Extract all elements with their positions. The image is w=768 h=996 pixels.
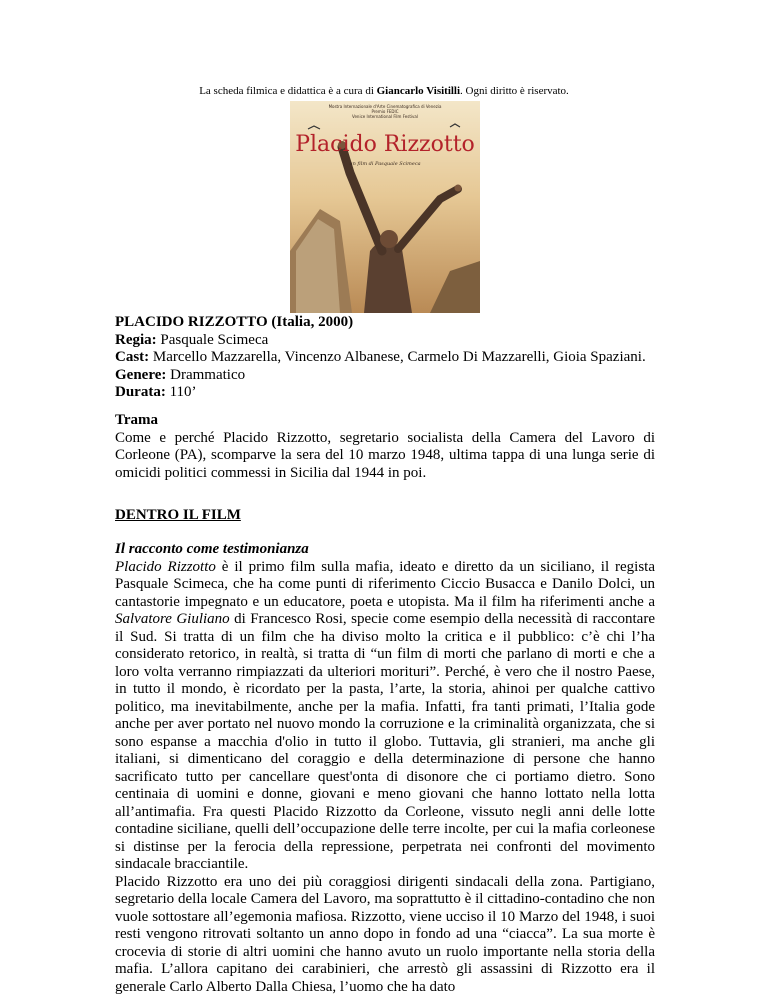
durata-value: 110’ (166, 384, 197, 400)
credit-author: Giancarlo Visitilli (377, 85, 460, 97)
regia-label: Regia: (115, 332, 157, 348)
subheading: Il racconto come testimonianza (115, 541, 655, 559)
dentro-heading (115, 507, 655, 525)
paragraph-2: Placido Rizzotto era uno dei più coraggiosi dirigenti sindacali della zona. Partigiano, segretario della locale Camera del Lavoro, ma soprattutto è il cittadino-contadino che non vuole sottostare all’egemonia mafiosa. Rizzotto, viene ucciso il 10 Marzo del 1948, i suoi resti vengono ritrovati soltanto un anno dopo in fondo ad una “ciacca”. La sua morte è crocevia di storie di altri uomini che hanno avuto un ruolo importante nella storia della mafia. L’allora capitano dei carabinieri, che arrestò gli assassini di Rizzotto era il generale Carlo Alberto Dalla Chiesa, l’uomo che ha dato (115, 874, 655, 996)
paragraph-text: di Francesco Rosi, specie come esempio della necessità di raccontare il Sud. Si tratta di un film che ha diviso molto la critica e il pubblico: c’è chi l’ha considerato retorico, in realtà, si tratta di “un film di morti che parlano di morti e che a loro volta verranno rimpiazzati da ulteriori morituri”. Perché, è vero che il nostro Paese, in tutto il mondo, è ricordato per la pasta, l’arte, la storia, ahinoi per qualche cattivo politico, ma inevitabilmente, anche per la mafia. Infatti, fra tanti primati, l’Italia gode anche per aver portato nel nuovo mondo la corruzione e la criminalità organizzata, che si sono espanse a macchia d'olio in tutto il globo. Tuttavia, gli stranieri, ma anche gli italiani, si dimenticano del coraggio e della determinazione di persone che hanno sacrificato tutto per cancellare quest'onta di disonore che ci portiamo dietro. Sono centinaia di uomini e donne, giovani e meno giovani che hanno lottato nella lotta all’antimafia. Fra questi Placido Rizzotto da Corleone, vissuto negli anni delle lotte contadine siciliane, quelli dell’occupazione delle terre incolte, per cui la mafia corleonese si distinse per la ferocia della repressione, perpetrata nei confronti del movimento sindacale bracciantile. (115, 611, 655, 872)
poster-header-line: Venice International Film Festival (290, 114, 480, 119)
trama-section (115, 412, 655, 482)
paragraph-text: è il primo film sulla mafia, ideato e diretto da un siciliano, il regista Pasquale Scimeca, che ha come punti di riferimento Ciccio Busacca e Danilo Dolci, un cantastorie impegnato e un educatore, poeta e utopista. Ma il film ha riferimenti anche a (115, 559, 655, 610)
poster-title: Placido Rizzotto (290, 133, 480, 157)
film-title-ref: Placido Rizzotto (115, 559, 216, 575)
section-heading: DENTRO IL FILM (115, 507, 241, 523)
poster-header (290, 104, 480, 119)
credit-suffix: . Ogni diritto è riservato. (460, 85, 569, 97)
regia-line (115, 332, 655, 350)
credit-line (0, 84, 768, 98)
film-info (115, 314, 655, 402)
film-ref: Salvatore Giuliano (115, 611, 230, 627)
genere-label: Genere: (115, 367, 166, 383)
cast-label: Cast: (115, 349, 149, 365)
dentro-section (115, 541, 655, 996)
trama-heading: Trama (115, 412, 655, 430)
cast-line (115, 349, 655, 367)
poster-header-line: Mostra Internazionale d'Arte Cinematografica di Venezia (290, 104, 480, 109)
regia-value: Pasquale Scimeca (157, 332, 269, 348)
paragraph-1 (115, 559, 655, 874)
durata-label: Durata: (115, 384, 166, 400)
credit-prefix: La scheda filmica e didattica è a cura di (199, 85, 376, 97)
trama-text: Come e perché Placido Rizzotto, segretario socialista della Camera del Lavoro di Corleone (PA), scomparve la sera del 10 marzo 1948, ultima tappa di una lunga serie di omicidi politici commessi in Sicilia dal 1944 in poi. (115, 430, 655, 483)
movie-poster (290, 101, 480, 313)
poster-header-line: Premio FEDIC (290, 109, 480, 114)
cast-value: Marcello Mazzarella, Vincenzo Albanese, Carmelo Di Mazzarelli, Gioia Spaziani. (149, 349, 646, 365)
genere-value: Drammatico (166, 367, 245, 383)
durata-line (115, 384, 655, 402)
poster-subtitle: un film di Pasquale Scimeca (290, 161, 480, 167)
genere-line (115, 367, 655, 385)
film-title: PLACIDO RIZZOTTO (Italia, 2000) (115, 314, 655, 332)
